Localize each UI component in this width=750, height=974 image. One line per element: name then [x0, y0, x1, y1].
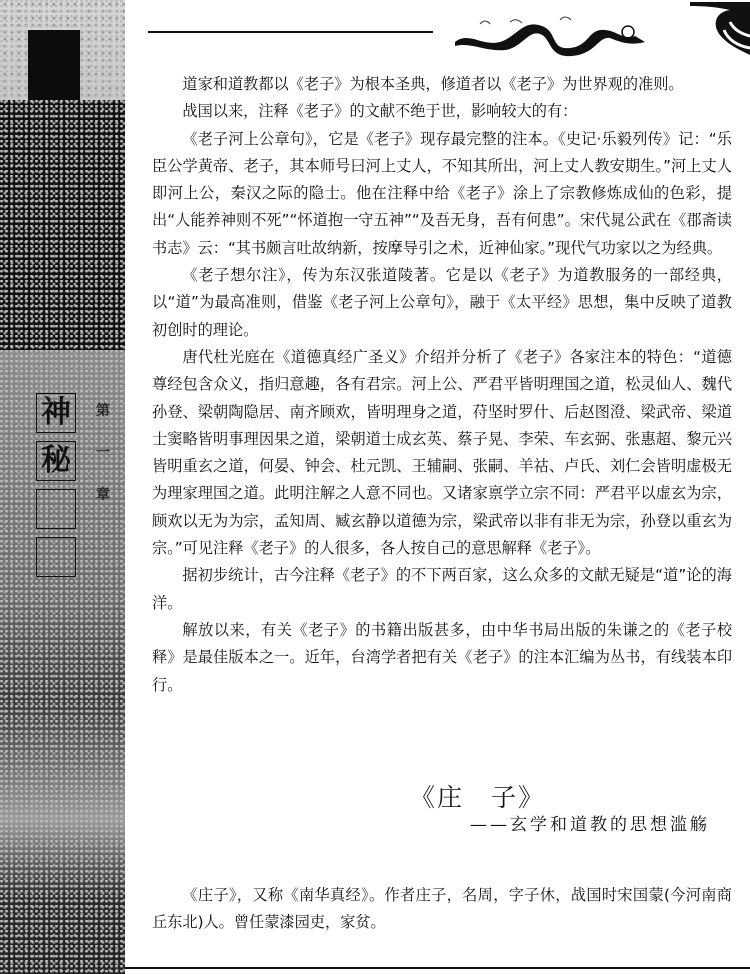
paragraph: 战国以来，注释《老子》的文献不绝于世，影响较大的有：: [182, 102, 578, 121]
paragraph: 据初步统计，古今注释《老子》的不下两百家，这么众多的文献无疑是“道”论的海洋。: [152, 566, 732, 612]
paragraph: 《老子想尔注》，传为东汉张道陵著。它是以《老子》为道教服务的一部经典，以“道”为最高准则，借鉴《老子河上公章句》，融于《太平经》思想，集中反映了道教初创时的理论。: [152, 266, 732, 339]
header-rule: [148, 31, 433, 33]
book-title-char: 秘: [36, 441, 76, 481]
book-title-char: [36, 489, 76, 529]
chapter-char: 一: [96, 445, 110, 461]
dragon-ornament-icon: [450, 12, 650, 57]
paragraph: 《老子河上公章句》，它是《老子》现存最完整的注本。《史记·乐毅列传》记：“乐臣公学黄帝、老子，其本师号曰河上丈人，不知其所出，河上丈人教安期生。”河上丈人即河上公，秦汉之际的隐士。他在注释中给《老子》涂上了宗教修炼成仙的色彩，提出“人能养神则不死”“怀道抱一守五神”“及吾无身，吾有何患”。宋代晁公武在《郡斋读书志》云：“其书颇言吐故纳新，按摩导引之术，近神仙家。”现代气功家以之为经典。: [152, 129, 732, 257]
book-title-char: [36, 537, 76, 577]
footer-rule: [125, 967, 750, 969]
paragraph: 解放以来，有关《老子》的书籍出版甚多，由中华书局出版的朱谦之的《老子校释》是最佳版本之一。近年，台湾学者把有关《老子》的注本汇编为丛书，有线装本印行。: [152, 620, 732, 694]
book-title-char: 神: [36, 393, 76, 433]
paragraph: 唐代杜光庭在《道德真经广圣义》介绍并分析了《老子》各家注本的特色：“道德尊经包含众义，指归意趣，各有君宗。河上公、严君平皆明理国之道，松灵仙人、魏代孙登、梁朝陶隐居、南齐顾欢，皆明理身之道，苻坚时罗什、后赵图澄、梁武帝、梁道士窦略皆明事理因果之道，梁朝道士成玄英、蔡子晃、李荣、车玄弼、张惠超、黎元兴皆明重玄之道，何晏、钟会、杜元凯、王辅嗣、张嗣、羊祜、卢氏、刘仁会皆明虚极无为理家理国之道。此明注解之人意不同也。又诸家禀学立宗不同：严君平以虚玄为宗，顾欢以无为为宗，孟知周、臧玄静以道德为宗，梁武帝以非有非无为宗，孙登以重玄为宗。”可见注释《老子》的人很多，各人按自己的意思解释《老子》。: [152, 347, 732, 558]
paragraph: 《庄子》，又称《南华真经》。作者庄子，名周，字子休，战国时宋国蒙(今河南商丘东北)人。曾任蒙漆园吏，家贫。: [152, 886, 732, 932]
cloud-ornament-icon: [690, 0, 750, 55]
paragraph: 道家和道教都以《老子》为根本圣典，修道者以《老子》为世界观的准则。: [182, 75, 684, 93]
section-laozi-body: [152, 71, 732, 699]
section-title: 《庄 子》: [410, 783, 546, 812]
chapter-char: 第: [96, 403, 110, 419]
book-title-vertical: [36, 393, 76, 585]
chapter-label-vertical: [93, 400, 113, 526]
section-subtitle: ——玄学和道教的思想滥觞: [470, 815, 710, 835]
sidebar-black-block: [28, 30, 80, 100]
sidebar-decorative-band: [0, 0, 125, 974]
section-zhuangzi-body: [152, 882, 732, 937]
chapter-char: 章: [96, 487, 110, 503]
